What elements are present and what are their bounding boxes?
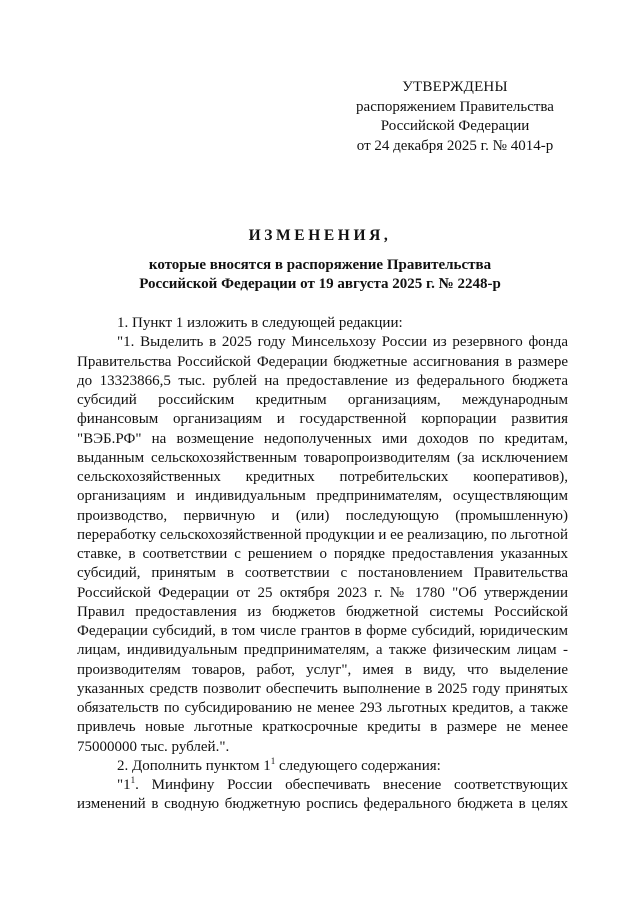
paragraph-quote-2 <box>77 776 568 815</box>
quote-2-superscript: 1 <box>130 775 136 785</box>
document-body <box>77 314 568 815</box>
heading-subtitle <box>60 256 580 294</box>
approval-title: УТВЕРЖДЕНЫ <box>402 79 508 95</box>
item-2-text-start: 2. Дополнить пунктом 1 <box>117 757 271 774</box>
paragraph-quote-1: "1. Выделить в 2025 году Минсельхозу России из резервного фонда Правительства Российской Федерации бюджетные ассигнования в размере до 13323866,5 тыс. рублей на предоставление из федерального бюджета субсидий российским кредитным организациям, международным финансовым организациям и государственной корпорации развития "ВЭБ.РФ" на возмещение недополученных ими доходов по кредитам, выданным сельскохозяйственным товаропроизводителям (за исключением сельскохозяйственных кредитных потребительских кооперативов), организациям и индивидуальным предпринимателям, осуществляющим производство, первичную и (или) последующую (промышленную) переработку сельскохозяйственной продукции и ее реализацию, по льготной ставке, в соответствии с решением о порядке предоставления указанных субсидий, принятым в соответствии с постановлением Правительства Российской Федерации от 25 октября 2023 г. № 1780 "Об утверждении Правил предоставления из бюджетов бюджетной системы Российской Федерации субсидий, в том числе грантов в форме субсидий, юридическим лицам, индивидуальным предпринимателям, а также физическим лицам - производителям товаров, работ, услуг", имея в виду, что выделение указанных средств позволит обеспечить выполнение в 2025 году принятых обязательств по субсидированию не менее 293 льготных кредитов, а также привлечь новые льготные краткосрочные кредиты в размере не менее 75000000 тыс. рублей.". <box>77 334 568 755</box>
paragraph-item-1: 1. Пункт 1 изложить в следующей редакции: <box>117 315 403 331</box>
item-2-superscript: 1 <box>270 755 276 766</box>
document-heading <box>60 226 580 294</box>
approval-line-2: Российской Федерации <box>380 118 530 134</box>
heading-subtitle-line-1: которые вносятся в распоряжение Правительства <box>148 257 492 273</box>
heading-subtitle-line-2: Российской Федерации от 19 августа 2025 г. № 2248-р <box>139 276 501 292</box>
paragraph-item-2 <box>77 757 568 776</box>
approval-line-3: от 24 декабря 2025 г. № 4014-р <box>356 137 554 154</box>
approval-line-1: распоряжением Правительства <box>356 98 554 115</box>
heading-title: ИЗМЕНЕНИЯ, <box>248 227 392 244</box>
approval-stamp <box>340 78 570 156</box>
quote-2-text-end: . Минфину России обеспечивать внесение соответствующих изменений в сводную бюджетную роспись федерального бюджета в целях <box>77 777 568 813</box>
quote-2-text-start: "1 <box>117 777 131 793</box>
item-2-text-end: следующего содержания: <box>275 757 441 774</box>
